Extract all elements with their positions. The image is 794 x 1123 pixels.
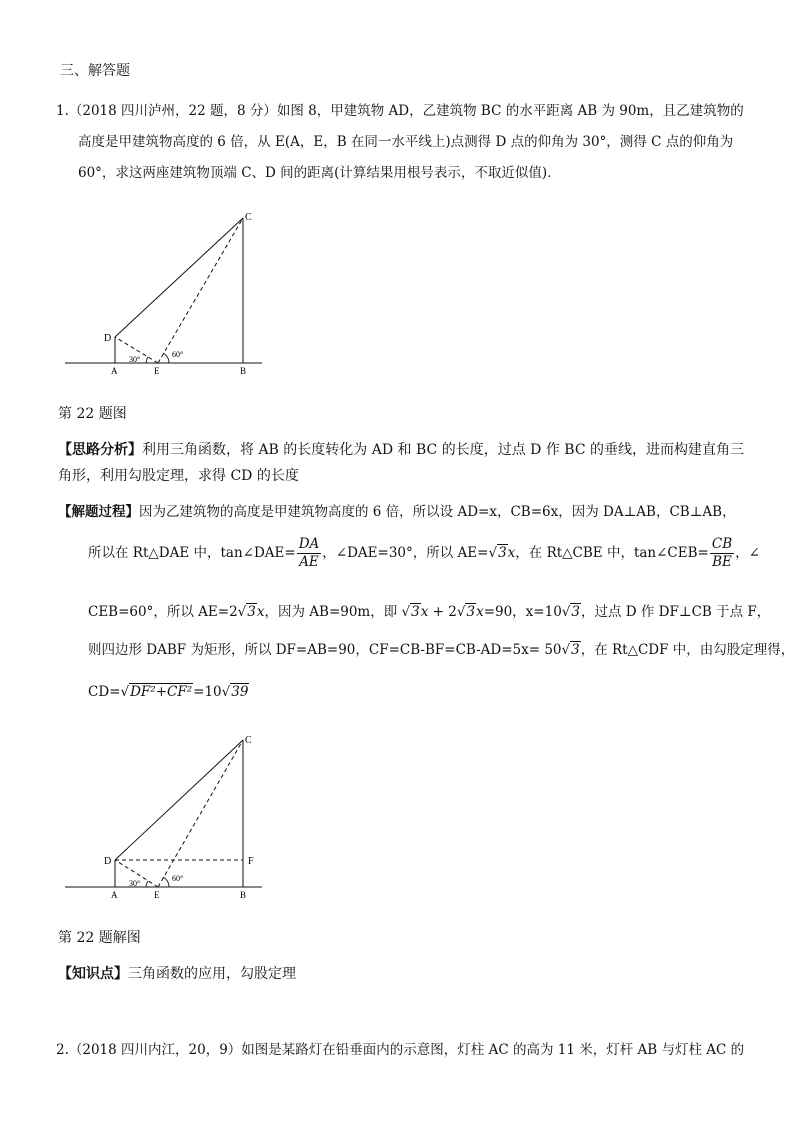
solution-label: 【解题过程】: [58, 504, 139, 520]
sol2-text-b: ，∠DAE=30°，所以 AE=: [322, 545, 489, 561]
fraction-cb-be: [710, 536, 734, 571]
sol2-text-c: ，在 Rt△CBE 中，tan∠CEB=: [515, 545, 709, 561]
label-c: C: [245, 212, 252, 223]
q1-line-3: 60°，求这两座建筑物顶端 C、D 间的距离(计算结果用根号表示，不取近似值)．: [78, 165, 561, 181]
sol5-text-b: =10: [193, 684, 222, 700]
angle-arc-60: [163, 353, 169, 363]
figure-1: [60, 206, 270, 376]
sqrt-df-cf: √DF²+CF²: [120, 684, 193, 700]
angle-label-60: 60°: [172, 874, 184, 883]
figure-2: [60, 730, 270, 902]
analysis-label: 【思路分析】: [58, 442, 142, 458]
sol2-text-a: 所以在 Rt△DAE 中，tan∠DAE=: [88, 545, 296, 561]
section-heading: 三、解答题: [60, 63, 130, 79]
q1-line-2: 高度是甲建筑物高度的 6 倍，从 E(A，E，B 在同一水平线上)点测得 D 点的仰角为 30°，测得 C 点的仰角为: [78, 134, 734, 150]
sightline-ec: [158, 218, 243, 363]
sqrt3x-1: √3x: [488, 545, 516, 561]
solution-line-2: [88, 536, 760, 571]
label-e: E: [154, 890, 160, 900]
angle-arc-60: [163, 877, 169, 887]
sqrt39: √39: [221, 684, 249, 700]
knowledge-points: [58, 964, 296, 984]
label-b: B: [240, 890, 247, 900]
sol3-text-a: CEB=60°，所以 AE=: [88, 604, 230, 620]
solution-line-4: [88, 640, 794, 660]
sqrt3-2: √3: [561, 642, 580, 658]
solution-line-5: [88, 682, 249, 702]
angle-label-30: 30°: [129, 355, 141, 364]
segment-dc: [115, 740, 243, 860]
sol3-text-b: ，因为 AB=90m，即: [264, 604, 398, 620]
knowledge-text: 三角函数的应用，勾股定理: [128, 966, 296, 982]
frac2-den: BE: [712, 554, 732, 570]
sightline-ec: [158, 740, 243, 887]
figure-1-caption: 第 22 题图: [58, 406, 127, 422]
analysis-line-2: 角形，利用勾股定理，求得 CD 的长度: [58, 468, 299, 484]
segment-dc: [115, 218, 243, 337]
solution-line-1: [58, 502, 736, 522]
sol4-text-a: 则四边形 DABF 为矩形，所以 DF=AB=90，CF=CB-BF=CB-AD=5x= 50: [88, 642, 562, 658]
sol5-text-a: CD=: [88, 684, 121, 700]
label-b: B: [240, 366, 247, 376]
frac1-num: DA: [298, 536, 320, 552]
solution-line-3: [88, 602, 770, 622]
fraction-da-ae: [297, 536, 322, 571]
analysis-text-1: 利用三角函数，将 AB 的长度转化为 AD 和 BC 的长度，过点 D 作 BC 的垂线，进而构建直角三: [142, 442, 744, 458]
angle-label-60: 60°: [172, 350, 184, 359]
angle-arc-30: [146, 357, 148, 363]
knowledge-label: 【知识点】: [58, 966, 128, 982]
frac2-num: CB: [711, 536, 733, 552]
sol3-text-d: ，过点 D 作 DF⊥CB 于点 F，: [580, 604, 771, 620]
sqrt3x-2: 2√3x: [229, 604, 265, 620]
sol3-text-c: =90，x=10: [483, 604, 562, 620]
angle-label-30: 30°: [129, 879, 141, 888]
figure-2-caption: 第 22 题解图: [58, 930, 141, 946]
label-d: D: [104, 856, 112, 867]
frac1-den: AE: [299, 554, 319, 570]
label-e: E: [154, 366, 160, 376]
label-f: F: [248, 856, 254, 867]
label-c: C: [245, 735, 252, 746]
sol4-text-b: ，在 Rt△CDF 中，由勾股定理得，: [580, 642, 794, 658]
label-d: D: [104, 333, 112, 344]
sol2-text-d: ，∠: [735, 545, 760, 561]
sqrt-sum: √3x + 2√3x: [397, 604, 484, 620]
label-a: A: [111, 890, 118, 900]
analysis-line-1: [58, 440, 744, 460]
q1-line-1: 1.（2018 四川泸州，22 题，8 分）如图 8，甲建筑物 AD，乙建筑物 BC 的水平距离 AB 为 90m，且乙建筑物的: [56, 103, 744, 119]
angle-arc-30: [146, 881, 148, 887]
label-a: A: [111, 366, 118, 376]
q2-line-1: 2.（2018 四川内江，20，9）如图是某路灯在铅垂面内的示意图，灯柱 AC 的高为 11 米，灯杆 AB 与灯柱 AC 的: [56, 1042, 745, 1058]
sqrt3-1: √3: [561, 604, 580, 620]
solution-text-1: 因为乙建筑物的高度是甲建筑物高度的 6 倍，所以设 AD=x，CB=6x，因为 DA⊥AB，CB⊥AB，: [139, 504, 736, 520]
